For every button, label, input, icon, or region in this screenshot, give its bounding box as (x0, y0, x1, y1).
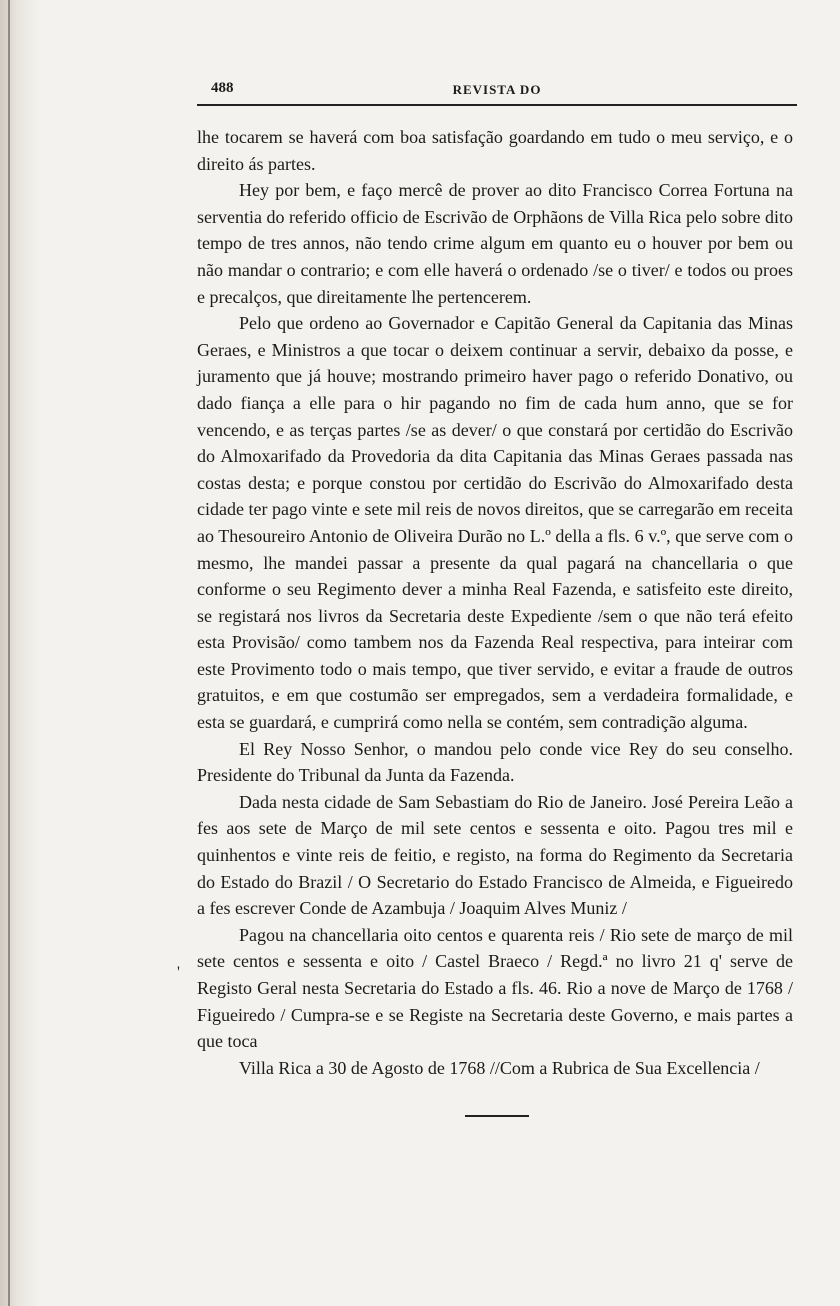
paragraph-4: El Rey Nosso Senhor, o mandou pelo conde vice Rey do seu conselho. Presidente do Tribunal da Junta da Fazenda. (197, 738, 793, 786)
binding-edge-line (8, 0, 10, 1306)
end-rule (465, 1115, 529, 1117)
paragraph-1: lhe tocarem se haverá com boa satisfação goardando em tudo o meu serviço, e o direito ás partes. (197, 127, 793, 174)
header-rule (197, 104, 797, 106)
paragraph-7: Villa Rica a 30 de Agosto de 1768 //Com a Rubrica de Sua Excellencia / (239, 1057, 760, 1078)
margin-mark: ' (177, 964, 180, 981)
paragraph-2: Hey por bem, e faço mercê de prover ao dito Francisco Correa Fortuna na serventia do referido officio de Escrivão de Orphãons de Villa Rica pelo sobre dito tempo de tres annos, não tendo crime algum em quanto eu o houver por bem ou não mandar o contrario; e com elle haverá o ordenado /se o tiver/ e todos ou proes e precalços, que direitamente lhe pertencerem. (197, 180, 793, 307)
page-number: 488 (211, 80, 234, 96)
running-head: REVISTA DO (452, 82, 542, 97)
body-text (197, 124, 793, 1081)
page-header (197, 80, 797, 102)
paragraph-6: Pagou na chancellaria oito centos e quarenta reis / Rio sete de março de mil sete centos e sessenta e oito / Castel Braeco / Regd.ª no livro 21 q' serve de Registo Geral nesta Secretaria do Estado a fls. 46. Rio a nove de Março de 1768 / Figueiredo / Cumpra-se e se Registe na Secretaria deste Governo, e mais partes a que toca (197, 924, 793, 1052)
paragraph-5: Dada nesta cidade de Sam Sebastiam do Rio de Janeiro. José Pereira Leão a fes aos sete de Março de mil sete centos e sessenta e oito. Pagou tres mil e quinhentos e vinte reis de feitio, e registo, na forma do Regimento da Secretaria do Estado do Brazil / O Secretario do Estado Francisco de Almeida, e Figueiredo a fes escrever Conde de Azambuja / Joaquim Alves Muniz / (197, 791, 793, 919)
paragraph-3: Pelo que ordeno ao Governador e Capitão General da Capitania das Minas Geraes, e Ministros a que tocar o deixem continuar a servir, debaixo da posse, e juramento que já houve; mostrando primeiro haver pago o referido Donativo, ou dado fiança a elle para o hir pagando no fim de cada hum anno, que se for vencendo, e as terças partes /se as dever/ o que constará por certidão do Escrivão do Almoxarifado da Provedoria da dita Capitania das Minas Geraes passada nas costas desta; e porque constou por certidão do Escrivão do Almoxarifado desta cidade ter pago vinte e sete mil reis de novos direitos, que se carregarão em receita ao Thesoureiro Antonio de Oliveira Durão no L.º della a fls. 6 v.º, que serve com o mesmo, lhe mandei passar a presente da qual pagará na chancellaria o que conforme o seu Regimento dever a minha Real Fazenda, e satisfeito este direito, se registará nos livros da Secretaria deste Expediente /sem o que não terá efeito esta Provisão/ como tambem nos da Fazenda Real respectiva, para inteirar com este Provimento todo o mais tempo, que tiver servido, e evitar a fraude de outros gratuitos, e em que costumão ser empregados, sem a verdadeira formalidade, e esta se guardará, e cumprirá como nella se contém, sem contradição alguma. (197, 313, 793, 733)
book-binding-shadow (0, 0, 40, 1306)
